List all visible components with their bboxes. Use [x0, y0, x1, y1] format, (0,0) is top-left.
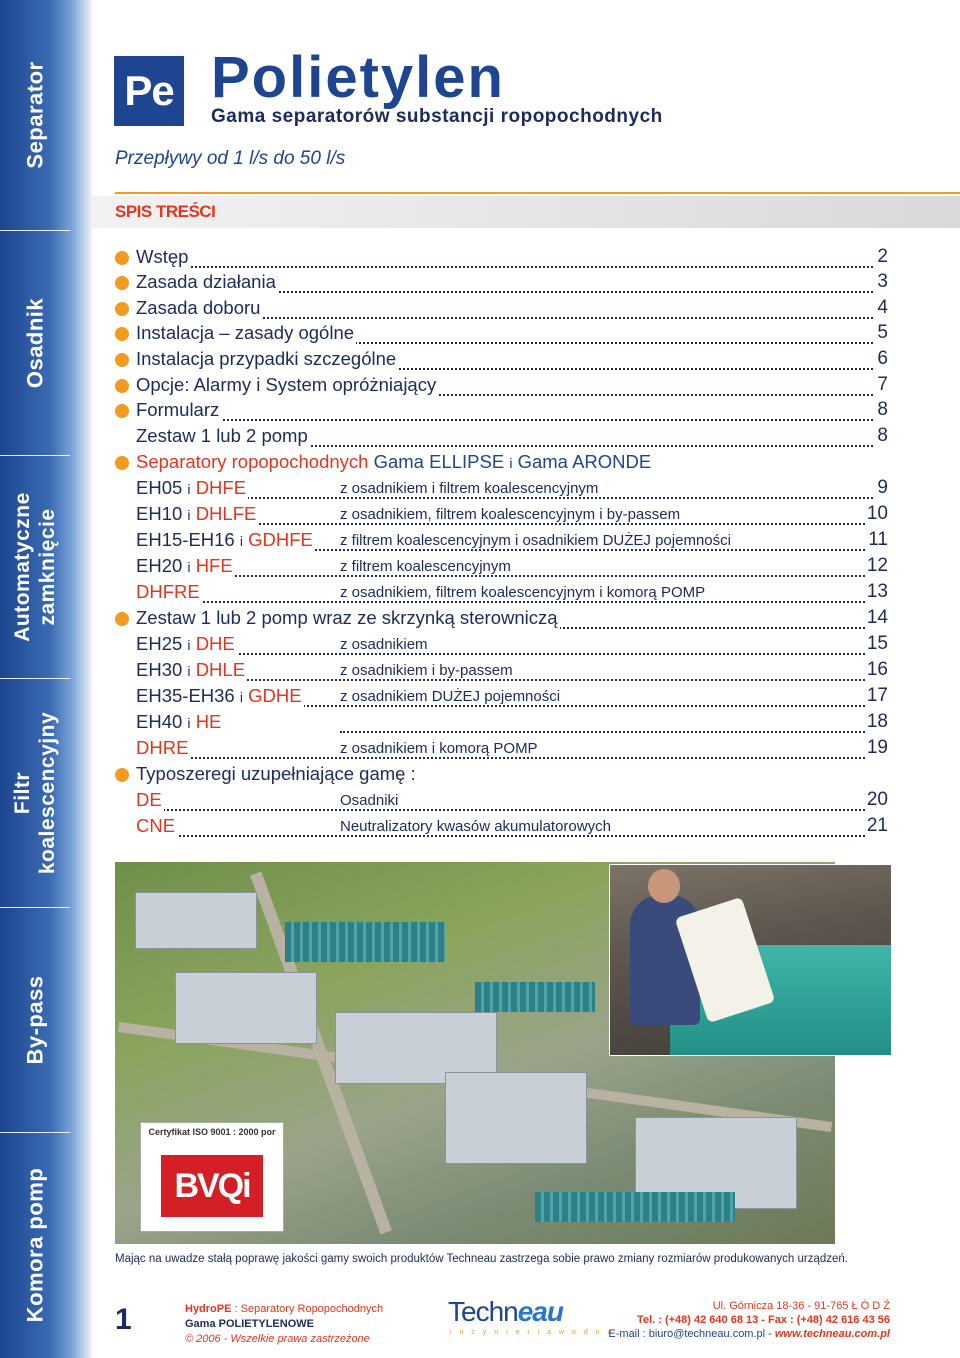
toc-model-entry [115, 658, 888, 684]
toc-entry-title: Instalacja przypadki szczególne [136, 348, 397, 369]
building [135, 892, 257, 949]
toc-page-number: 12 [866, 555, 888, 576]
model-alt-code: GDHE [248, 685, 302, 706]
tanks [535, 1192, 735, 1222]
quality-notice: Mając na uwadze stałą poprawę jakości gamy swoich produktów Techneau zastrzega sobie prawo zmiany rozmiarów produkowanych urządzeń. [115, 1253, 848, 1265]
model-description: z osadnikiem [340, 636, 428, 653]
toc-entry [115, 347, 888, 373]
sidebar [0, 0, 92, 1358]
toc-page-number: 20 [866, 789, 888, 810]
phone-fax: Tel. : (+48) 42 640 68 13 - Fax : (+48) 42 616 43 56 [637, 1314, 890, 1326]
bullet-icon [115, 302, 129, 316]
toc-entry-title: Opcje: Alarmy i System opróżniający [136, 374, 437, 395]
model-alt-code: DHRE [136, 737, 189, 758]
bullet-icon [115, 327, 129, 341]
toc-entry [115, 398, 888, 424]
model-description: z osadnikiem i komorą POMP [340, 740, 538, 757]
worker-head [648, 869, 680, 903]
model-code: EH25 [136, 633, 183, 654]
sidebar-label: Osadnik [22, 297, 48, 389]
model-code: EH05 [136, 477, 183, 498]
model-codes [136, 503, 258, 525]
toc-page-number: 14 [866, 607, 888, 628]
toc-page-number: 17 [866, 685, 888, 706]
building [175, 972, 317, 1044]
conjunction-text: i [187, 559, 191, 575]
toc-page-number: 6 [877, 348, 888, 369]
model-alt-code: DHFRE [136, 581, 200, 602]
bullet-icon [115, 404, 129, 418]
toc-page-number: 5 [877, 322, 888, 343]
toc-entry [115, 245, 888, 271]
toc-entry-title: Zasada działania [136, 271, 276, 292]
tanks [475, 982, 595, 1012]
toc-section-title [136, 451, 653, 473]
sidebar-section-separator [0, 0, 70, 231]
toc-entry-title: Zasada doboru [136, 297, 261, 318]
separators-text: Separatory ropopochodnych [136, 451, 369, 472]
techneau-tagline: i n ż y n i e r i a w o d n a [450, 1329, 615, 1336]
page-subtitle: Gama separatorów substancji ropopochodnych [211, 106, 663, 127]
toc-page-number: 13 [866, 581, 888, 602]
model-alt-code: DHFE [195, 477, 247, 498]
footer-product-info [185, 1302, 383, 1347]
toc-page-number: 3 [877, 271, 888, 292]
pe-logo: Pe [114, 56, 184, 126]
toc-page-number: 9 [877, 477, 888, 498]
model-description: Osadniki [340, 792, 399, 809]
model-code: CNE [136, 815, 176, 836]
model-alt-code: GDHFE [248, 529, 313, 550]
model-description: z filtrem koalescencyjnym [340, 558, 511, 575]
toc-model-entry [115, 580, 888, 606]
conjunction-text: i [187, 663, 191, 679]
model-code: EH15-EH16 [136, 529, 235, 550]
leader-dots [136, 634, 888, 655]
model-codes [136, 555, 235, 577]
bullet-icon [115, 276, 129, 290]
model-code: EH35-EH36 [136, 685, 235, 706]
toc-entry [115, 270, 888, 296]
bullet-icon [115, 379, 129, 393]
toc-model-entry [115, 710, 888, 736]
toc-page-number: 21 [866, 815, 888, 836]
model-codes [136, 529, 315, 551]
toc-model-entry [115, 476, 888, 502]
model-alt-code: DHLFE [195, 503, 257, 524]
toc-page-number: 15 [866, 633, 888, 654]
model-description: z osadnikiem DUŻEJ pojemności [340, 688, 561, 705]
techneau-wordmark [448, 1296, 563, 1328]
model-code: DE [136, 789, 162, 810]
page-number: 1 [115, 1303, 132, 1336]
leader-dots [136, 790, 888, 811]
toc-entry-title: Zestaw 1 lub 2 pomp [136, 425, 308, 446]
toc-entry-title: Zestaw 1 lub 2 pomp wraz ze skrzynką sterowniczą [136, 607, 558, 628]
conjunction-text: i [187, 481, 191, 497]
footer-contact [608, 1299, 890, 1341]
conjunction-text: i [239, 533, 243, 549]
toc-entry [115, 321, 888, 347]
sidebar-section-coalescing-filter [0, 679, 70, 908]
model-alt-code: DHLE [195, 659, 246, 680]
model-code: EH30 [136, 659, 183, 680]
toc-page-number: 10 [866, 503, 888, 524]
toc-page-number: 19 [866, 737, 888, 758]
toc-entry-title: Instalacja – zasady ogólne [136, 322, 355, 343]
model-codes [136, 581, 202, 603]
range-name: Gama POLIETYLENOWE [185, 1318, 314, 1330]
model-alt-code: HFE [195, 555, 233, 576]
sidebar-label: Komora pomp [22, 1167, 48, 1323]
leader-dots [136, 247, 888, 268]
divider [115, 192, 960, 194]
brand-suffix: : Separatory Ropopochodnych [231, 1303, 384, 1315]
toc-entry [115, 606, 888, 632]
toc-page-number: 7 [877, 374, 888, 395]
model-code: EH10 [136, 503, 183, 524]
techneau-logo [448, 1296, 615, 1342]
conjunction-text: i [187, 507, 191, 523]
model-description: z osadnikiem, filtrem koalescencyjnym i komorą POMP [340, 584, 706, 601]
ellipse-text: ELLIPSE [429, 451, 505, 472]
leader-dots [340, 712, 888, 733]
bvqi-logo: BVQi [161, 1155, 263, 1217]
worker-photo [609, 864, 892, 1056]
brand-name: HydroPE [185, 1303, 232, 1315]
email[interactable]: E-mail : biuro@techneau.com.pl - [608, 1328, 775, 1340]
techneau-eau-text: eau [517, 1296, 563, 1327]
sidebar-label: Filtr koalescencyjny [11, 711, 59, 875]
model-description: z osadnikiem i by-passem [340, 662, 513, 679]
bullet-icon [115, 456, 129, 470]
page-title: Polietylen [211, 45, 505, 110]
toc-heading-band [92, 196, 960, 228]
toc-model-entry [115, 632, 888, 658]
toc-model-entry [115, 684, 888, 710]
toc-model-entry [115, 736, 888, 762]
conjunction-text: i [187, 637, 191, 653]
toc-model-entry [115, 502, 888, 528]
model-code: EH20 [136, 555, 183, 576]
toc-section-heading [115, 762, 888, 788]
conjunction-text: i [509, 455, 513, 471]
certificate-box [140, 1122, 284, 1232]
bullet-icon [115, 353, 129, 367]
model-alt-code: HE [195, 711, 222, 732]
toc-heading: SPIS TREŚCI [115, 202, 216, 221]
toc-model-entry [115, 814, 888, 840]
leader-dots [136, 400, 888, 421]
website-link[interactable]: www.techneau.com.pl [774, 1328, 890, 1340]
model-codes [136, 685, 304, 707]
bullet-icon [115, 612, 129, 626]
sidebar-section-osadnik [0, 231, 70, 456]
flow-range: Przepływy od 1 l/s do 50 l/s [115, 148, 346, 169]
toc-page-number: 18 [866, 711, 888, 732]
toc-entry-title: Formularz [136, 399, 220, 420]
sidebar-section-pump-chamber [0, 1133, 70, 1357]
model-codes [136, 659, 247, 681]
model-description: z osadnikiem, filtrem koalescencyjnym i by-passem [340, 506, 681, 523]
model-codes [136, 737, 190, 759]
model-alt-code: DHE [195, 633, 235, 654]
toc-entry-title: Wstęp [136, 246, 189, 267]
toc-page-number: 2 [877, 246, 888, 267]
address: Ul. Górnicza 18-36 - 91-765 Ł Ó D Ź [712, 1300, 890, 1312]
toc-page-number: 4 [877, 297, 888, 318]
toc-page-number: 8 [877, 425, 888, 446]
toc-section-title: Typoszeregi uzupełniające gamę : [136, 763, 416, 784]
toc-page-number: 11 [868, 529, 888, 550]
building [445, 1072, 587, 1164]
conjunction-text: i [187, 715, 191, 731]
toc-page-number: 8 [877, 399, 888, 420]
model-description: z filtrem koalescencyjnym i osadnikiem DUŻEJ pojemności [340, 532, 731, 549]
sidebar-label: By-pass [22, 975, 48, 1065]
aronde-text: Gama ARONDE [517, 451, 652, 472]
toc-entry [115, 424, 888, 450]
toc-entry [115, 296, 888, 322]
toc-entry [115, 373, 888, 399]
toc-model-entry [115, 788, 888, 814]
model-codes [136, 711, 223, 733]
bullet-icon [115, 251, 129, 265]
toc-section-heading [115, 450, 888, 476]
sidebar-label: Separator [22, 61, 48, 169]
gama-text: Gama [373, 451, 424, 472]
sidebar-section-bypass [0, 908, 70, 1133]
model-description: z osadnikiem i filtrem koalescencyjnym [340, 480, 599, 497]
sidebar-section-automatic-closure [0, 456, 70, 679]
bullet-icon [115, 768, 129, 782]
model-codes [136, 633, 237, 655]
conjunction-text: i [239, 689, 243, 705]
techneau-main-text: Techn [448, 1296, 518, 1327]
model-code: EH40 [136, 711, 183, 732]
sidebar-label: Automatyczne zamknięcie [11, 492, 59, 642]
toc-page-number: 16 [866, 659, 888, 680]
tanks [285, 922, 445, 962]
model-codes [136, 477, 248, 499]
copyright: © 2006 - Wszelkie prawa zastrzeżone [185, 1333, 370, 1345]
toc-model-entry [115, 528, 888, 554]
certificate-text: Certyfikat ISO 9001 : 2000 por [148, 1127, 276, 1137]
toc-model-entry [115, 554, 888, 580]
model-description: Neutralizatory kwasów akumulatorowych [340, 818, 611, 835]
